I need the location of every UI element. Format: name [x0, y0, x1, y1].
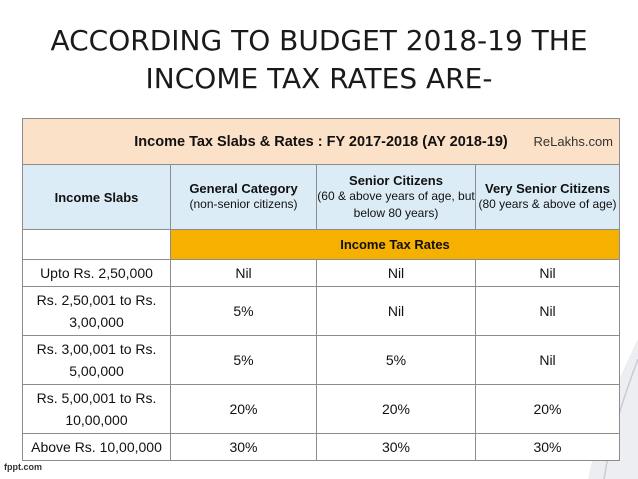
column-header-row — [23, 165, 620, 230]
column-header-subtitle: (non-senior citizens) — [189, 197, 298, 211]
very-senior-rate-cell: Nil — [476, 336, 620, 385]
source-tag: ReLakhs.com — [533, 134, 614, 149]
table-row — [23, 385, 620, 434]
tax-table — [22, 118, 620, 461]
column-header-subtitle: (80 years & above of age) — [478, 197, 617, 211]
slab-cell: Upto Rs. 2,50,000 — [23, 260, 171, 287]
slab-cell: Rs. 2,50,001 to Rs. 3,00,000 — [23, 287, 171, 336]
column-header-title: Very Senior Citizens — [485, 181, 610, 196]
table-row — [23, 287, 620, 336]
rates-blank-cell — [23, 230, 171, 260]
senior-rate-cell: 5% — [317, 336, 476, 385]
general-rate-cell: 30% — [171, 434, 317, 461]
slide-title — [0, 22, 638, 98]
column-header-title: Senior Citizens — [349, 172, 443, 188]
general-rate-cell: 5% — [171, 287, 317, 336]
footer-watermark: fppt.com — [4, 462, 42, 472]
column-header-title: Income Slabs — [54, 189, 139, 205]
slab-cell: Rs. 3,00,001 to Rs. 5,00,000 — [23, 336, 171, 385]
slide-title-line-2: INCOME TAX RATES ARE- — [145, 62, 493, 95]
slab-cell: Rs. 5,00,001 to Rs. 10,00,000 — [23, 385, 171, 434]
very-senior-rate-cell: 20% — [476, 385, 620, 434]
very-senior-rate-cell: Nil — [476, 260, 620, 287]
slide-title-line-1: ACCORDING TO BUDGET 2018-19 THE — [50, 24, 588, 57]
column-header-very-senior — [476, 165, 620, 230]
table-heading-row — [23, 119, 620, 165]
slab-cell: Above Rs. 10,00,000 — [23, 434, 171, 461]
very-senior-rate-cell: Nil — [476, 287, 620, 336]
column-header-subtitle: (60 & above years of age, but below 80 years) — [317, 188, 475, 220]
senior-rate-cell: Nil — [317, 260, 476, 287]
senior-rate-cell: 20% — [317, 385, 476, 434]
senior-rate-cell: 30% — [317, 434, 476, 461]
rates-label-row — [23, 230, 620, 260]
general-rate-cell: 5% — [171, 336, 317, 385]
table-row — [23, 336, 620, 385]
tax-table-panel — [22, 118, 619, 461]
table-heading-cell — [23, 119, 620, 165]
senior-rate-cell: Nil — [317, 287, 476, 336]
column-header-general — [171, 165, 317, 230]
column-header-senior — [317, 165, 476, 230]
table-row — [23, 434, 620, 461]
rates-label: Income Tax Rates — [171, 230, 620, 260]
general-rate-cell: 20% — [171, 385, 317, 434]
column-header-title: General Category — [189, 181, 298, 196]
column-header-slabs — [23, 165, 171, 230]
table-heading: Income Tax Slabs & Rates : FY 2017-2018 (AY 2018-19) — [134, 133, 508, 150]
general-rate-cell: Nil — [171, 260, 317, 287]
table-row — [23, 260, 620, 287]
very-senior-rate-cell: 30% — [476, 434, 620, 461]
